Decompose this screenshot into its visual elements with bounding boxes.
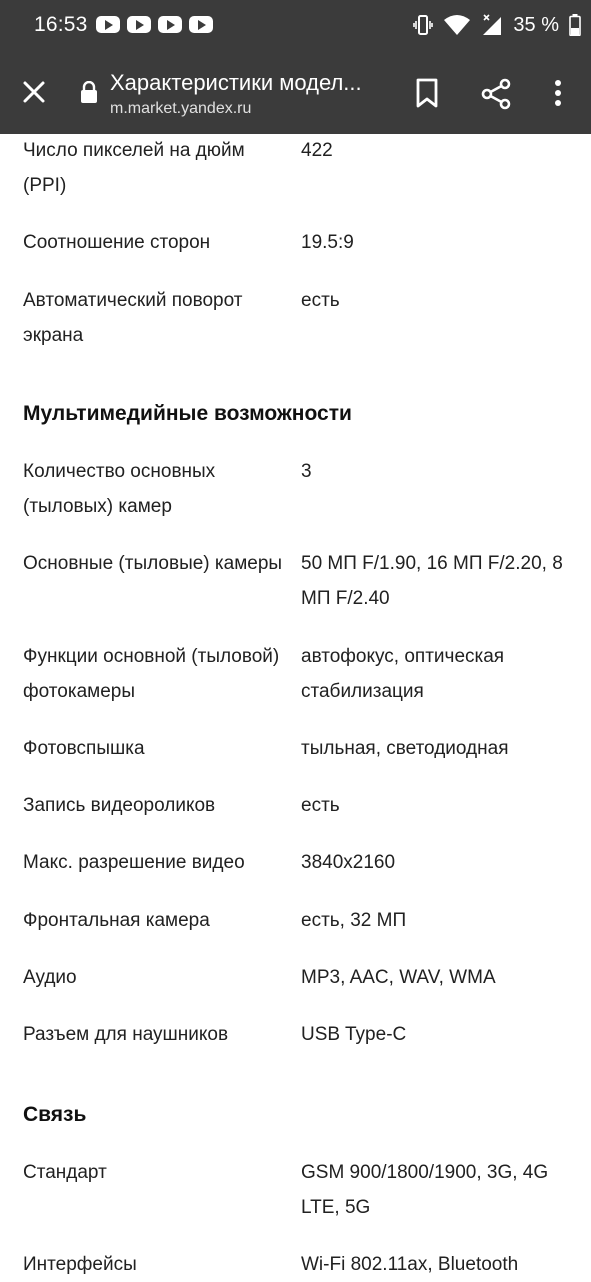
spec-name: Разъем для наушников [23, 1024, 229, 1045]
page-title: Характеристики модел... [110, 70, 362, 95]
spec-name: Стандарт [23, 1162, 107, 1183]
status-time: 16:53 [34, 13, 88, 36]
youtube-icon [96, 16, 120, 33]
spec-value: 19.5:9 [301, 232, 354, 253]
battery-icon [569, 14, 581, 36]
spec-value: GSM 900/1800/1900, 3G, 4G LTE, 5G [301, 1162, 549, 1218]
spec-value: Wi-Fi 802.11ax, Bluetooth [301, 1254, 519, 1275]
spec-value: есть [301, 795, 340, 816]
status-bar [0, 0, 591, 50]
spec-name: Фотовспышка [23, 738, 145, 759]
close-icon[interactable] [20, 78, 48, 106]
spec-value: 3 [301, 461, 312, 482]
spec-name: Количество основных (тыловых) камер [23, 461, 216, 517]
wifi-icon [443, 14, 471, 36]
spec-value: тыльная, светодиодная [301, 738, 509, 759]
notification-icons [96, 16, 213, 36]
section-title-connection: Связь [23, 1103, 87, 1126]
lock-icon [80, 81, 98, 103]
spec-name: Соотношение сторон [23, 232, 211, 253]
spec-name: Запись видеороликов [23, 795, 216, 816]
spec-value: 50 МП F/1.90, 16 МП F/2.20, 8 МП F/2.40 [301, 553, 563, 609]
spec-name: Основные (тыловые) камеры [23, 553, 283, 574]
vibrate-icon [413, 14, 433, 36]
spec-name: Фронтальная камера [23, 910, 210, 931]
section-title-multimedia: Мультимедийные возможности [23, 402, 352, 425]
spec-value: есть [301, 290, 340, 311]
browser-toolbar [0, 50, 591, 134]
signal-icon [481, 14, 503, 36]
youtube-icon [189, 16, 213, 33]
youtube-icon [158, 16, 182, 33]
bookmark-icon[interactable] [414, 78, 440, 108]
spec-name: Число пикселей на дюйм (PPI) [23, 140, 245, 196]
share-icon[interactable] [480, 78, 512, 110]
more-vert-icon[interactable] [548, 79, 568, 107]
battery-percentage: 35 % [513, 13, 559, 36]
spec-name: Функции основной (тыловой) фотокамеры [23, 646, 280, 702]
system-icons [413, 12, 581, 38]
spec-name: Интерфейсы [23, 1254, 137, 1275]
spec-name: Макс. разрешение видео [23, 852, 245, 873]
spec-value: MP3, AAC, WAV, WMA [301, 967, 496, 988]
page-url: m.market.yandex.ru [110, 100, 252, 117]
spec-name: Автоматический поворот экрана [23, 290, 243, 346]
spec-value: автофокус, оптическая стабилизация [301, 646, 505, 702]
spec-name: Аудио [23, 967, 77, 988]
spec-value: USB Type-C [301, 1024, 407, 1045]
youtube-icon [127, 16, 151, 33]
spec-value: есть, 32 МП [301, 910, 407, 931]
spec-value: 422 [301, 140, 333, 161]
spec-value: 3840x2160 [301, 852, 396, 873]
